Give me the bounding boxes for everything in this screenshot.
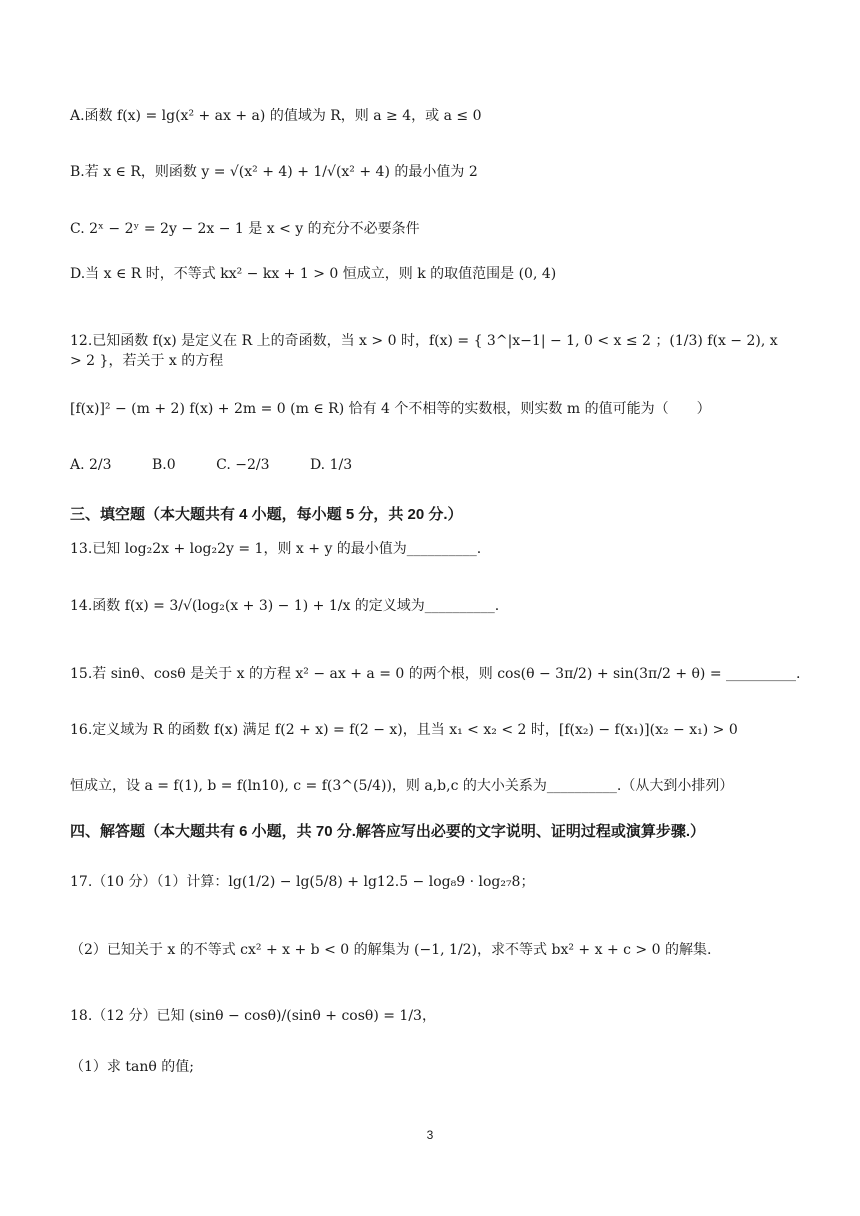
q12-options	[70, 455, 800, 475]
q13: 13.已知 log₂2x + log₂2y = 1，则 x + y 的最小值为__________.	[70, 541, 482, 557]
q11-option-d: D.当 x ∈ R 时，不等式 kx² − kx + 1 > 0 恒成立，则 k 的取值范围是 (0, 4)	[70, 266, 557, 282]
q11-option-a: A.函数 f(x) = lg(x² + ax + a) 的值域为 R，则 a ≥ 4，或 a ≤ 0	[70, 108, 482, 124]
q11-option-b: B.若 x ∈ R，则函数 y = √(x² + 4) + 1/√(x² + 4) 的最小值为 2	[70, 164, 478, 180]
q12-equation: [f(x)]² − (m + 2) f(x) + 2m = 0 (m ∈ R) 恰有 4 个不相等的实数根，则实数 m 的值可能为（ ）	[70, 401, 711, 417]
q17-part-1: 17.（10 分）（1）计算：lg(1/2) − lg(5/8) + lg12.5 − log₈9 · log₂₇8；	[70, 874, 535, 890]
q14: 14.函数 f(x) = 3/√(log₂(x + 3) − 1) + 1/x 的定义域为__________.	[70, 598, 500, 614]
section-3-heading: 三、填空题（本大题共有 4 小题，每小题 5 分，共 20 分.）	[70, 506, 463, 523]
q18-stem: 18.（12 分）已知 (sinθ − cosθ)/(sinθ + cosθ) = 1/3，	[70, 1008, 436, 1024]
q12-option-a: A. 2/3	[70, 457, 112, 473]
q12-option-b: B.0	[152, 457, 176, 473]
q18-part-1: （1）求 tanθ 的值;	[70, 1059, 194, 1075]
q16-line-1: 16.定义域为 R 的函数 f(x) 满足 f(2 + x) = f(2 − x)，且当 x₁ < x₂ < 2 时，[f(x₂) − f(x₁)](x₂ − x₁) > 0	[70, 722, 738, 738]
q17-part-2: （2）已知关于 x 的不等式 cx² + x + b < 0 的解集为 (−1, 1/2)，求不等式 bx² + x + c > 0 的解集.	[70, 942, 712, 958]
q12-option-d: D. 1/3	[309, 457, 353, 473]
q11-option-c: C. 2ˣ − 2ʸ = 2y − 2x − 1 是 x < y 的充分不必要条件	[70, 221, 420, 237]
page-number: 3	[426, 1128, 434, 1142]
section-4-heading: 四、解答题（本大题共有 6 小题，共 70 分.解答应写出必要的文字说明、证明过程或演算步骤.）	[70, 823, 706, 840]
q15: 15.若 sinθ、cosθ 是关于 x 的方程 x² − ax + a = 0 的两个根，则 cos(θ − 3π/2) + sin(3π/2 + θ) = __________.	[70, 666, 801, 682]
q12-option-c: C. −2/3	[216, 457, 270, 473]
q16-line-2: 恒成立，设 a = f(1), b = f(ln10), c = f(3^(5/4))，则 a,b,c 的大小关系为__________.（从大到小排列）	[70, 778, 734, 794]
q12-stem: 12.已知函数 f(x) 是定义在 R 上的奇函数，当 x > 0 时，f(x) = { 3^|x−1| − 1, 0 < x ≤ 2 ；(1/3) f(x − 2), x > 2 }，若关于 x 的方程	[70, 333, 778, 369]
